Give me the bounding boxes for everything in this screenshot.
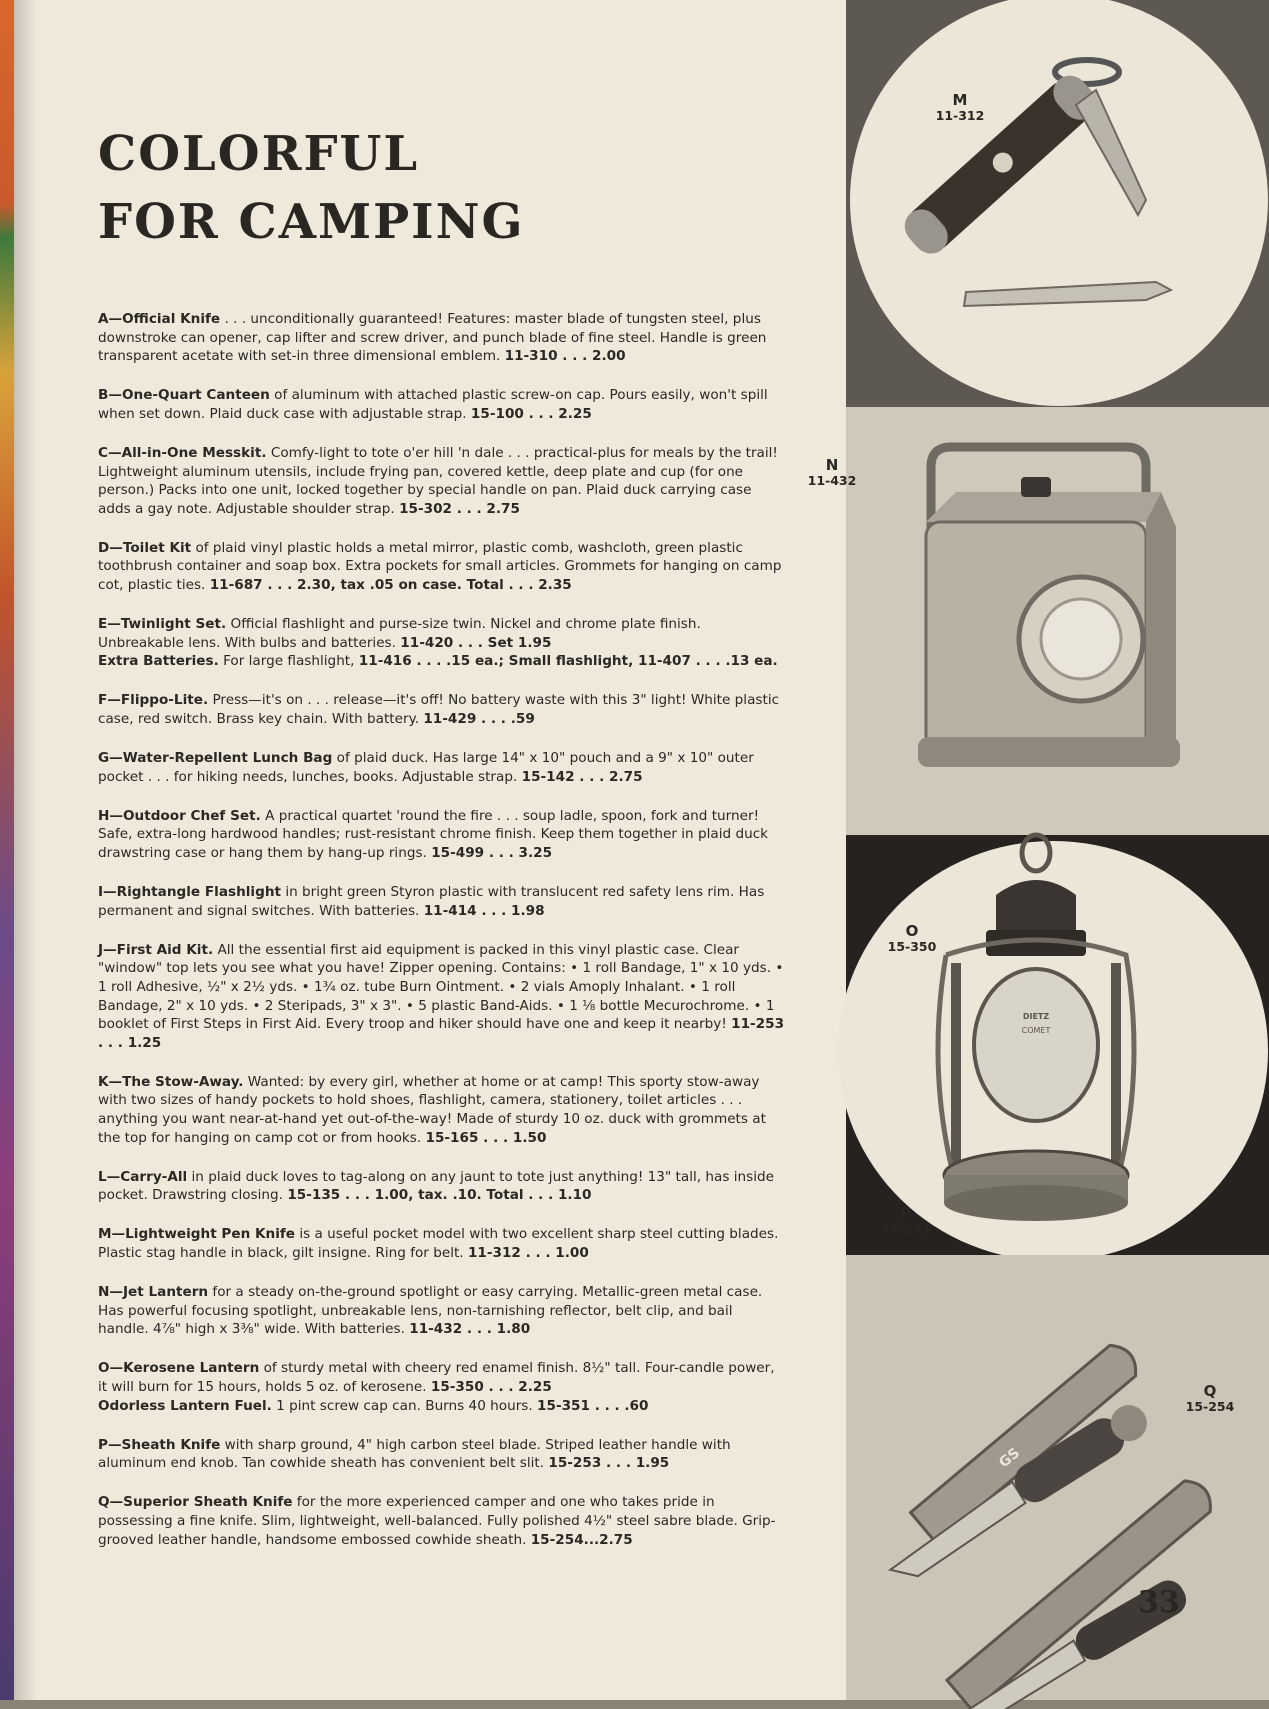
kerosene-lantern-illustration	[846, 835, 1269, 1255]
item-body: in bright green Styron plastic with translucent red safety lens rim. Has permanent and signal switches. With batteries.	[98, 884, 765, 919]
item-body: All the essential first aid equipment is packed in this vinyl plastic case. Clear "window" top lets you see what you have! Zipper opening. Contains: • 1 roll Bandage, 1" x 10 yds. • 1 roll Adhesive, ½" x 2½ yds. • 1¾ oz. tube Burn Ointment. • 2 vials Amoply Inhalant. • 1 roll Bandage, 2" x 10 yds. • 2 Steripads, 3" x 3". • 5 plastic Band-Aids. • 1 ⅛ bottle Mecurochrome. • 1 booklet of First Steps in First Aid. Every troop and hiker should have one and keep it nearby!	[98, 941, 784, 1033]
label-letter: Q	[1203, 1382, 1217, 1400]
item-m	[98, 1225, 786, 1262]
item-price: 11-414 . . . 1.98	[423, 902, 545, 919]
item-name: H—Outdoor Chef Set.	[98, 807, 261, 824]
title-line-2: FOR CAMPING	[98, 194, 525, 250]
item-price: 15-100 . . . 2.25	[470, 405, 592, 422]
item-h	[98, 807, 786, 863]
item-p	[98, 1436, 786, 1473]
page-title	[98, 120, 798, 256]
item-body: of plaid duck. Has large 14" x 10" pouch and a 9" x 10" outer pocket . . . for hiking needs, lunches, books. Adjustable strap.	[98, 750, 754, 785]
label-letter: O	[905, 922, 919, 940]
lantern-cap	[996, 880, 1076, 935]
lantern-ring	[1022, 835, 1050, 871]
switch-icon	[1021, 477, 1051, 497]
item-body: Comfy-light to tote o'er hill 'n dale . . . practical-plus for meals by the trail! Lightweight aluminum utensils, include frying pan, covered kettle, deep plate and cup (for one person.) Packs into one unit, locked together by special handle on pan. Plaid duck carrying case adds a gay note. Adjustable shoulder strap.	[98, 444, 778, 517]
item-e	[98, 615, 786, 671]
photo-panel-n	[807, 407, 1269, 835]
item-d	[98, 539, 786, 595]
item-body: in plaid duck loves to tag-along on any jaunt to tote just anything! 13" tall, has inside pocket. Drawstring closing.	[98, 1168, 774, 1204]
item-name: L—Carry-All	[98, 1168, 188, 1185]
item-extra-name: Extra Batteries.	[98, 653, 219, 670]
photo-panel-o	[846, 835, 1269, 1255]
photo-column	[807, 0, 1269, 1700]
item-price: 15-165 . . . 1.50	[425, 1129, 547, 1146]
item-name: M—Lightweight Pen Knife	[98, 1226, 296, 1243]
label-code: 15-350	[887, 939, 937, 954]
item-body: with sharp ground, 4" high carbon steel blade. Striped leather handle with aluminum end knob. Tan cowhide sheath has convenient belt slit.	[98, 1436, 731, 1472]
label-code: 11-432	[807, 473, 857, 488]
item-body: for a steady on-the-ground spotlight or easy carrying. Metallic-green metal case. Has powerful focusing spotlight, unbreakable lens, non-tarnishing reflector, belt clip, and bail handle. 4⅞" high x 3⅜" wide. With batteries.	[98, 1284, 763, 1338]
item-price: 11-420 . . . Set 1.95	[400, 634, 552, 651]
sheath-knives-illustration	[846, 1255, 1269, 1700]
lantern-base	[944, 1185, 1128, 1221]
item-name: J—First Aid Kit.	[98, 941, 214, 958]
item-c	[98, 444, 786, 518]
item-name: B—One-Quart Canteen	[98, 387, 270, 404]
item-price: 11-312 . . . 1.00	[467, 1244, 589, 1261]
master-blade	[964, 282, 1171, 306]
item-name: F—Flippo-Lite.	[98, 692, 209, 709]
photo-label-p	[876, 1205, 936, 1237]
item-body: of sturdy metal with cheery red enamel finish. 8½" tall. Four-candle power, it will burn for 15 hours, holds 5 oz. of kerosene.	[98, 1360, 775, 1395]
item-body: Press—it's on . . . release—it's off! No battery waste with this 3" light! White plastic case, red switch. Brass key chain. With battery.	[98, 692, 780, 727]
item-price: 15-499 . . . 3.25	[431, 844, 553, 861]
item-price: 15-253 . . . 1.95	[548, 1455, 670, 1472]
item-body: Wanted: by every girl, whether at home or at camp! This sporty stow-away with two sizes of handy pockets to hold shoes, flashlight, camera, stationery, toilet articles . . . anything you want near-at-hand yet out-of-the-way! Made of sturdy 10 oz. duck with grommets at the top for hanging on camp cot or from hooks.	[98, 1073, 766, 1146]
item-name: D—Toilet Kit	[98, 539, 192, 556]
item-a	[98, 310, 786, 366]
item-body: of plaid vinyl plastic holds a metal mirror, plastic comb, washcloth, green plastic toothbrush container and soap box. Extra pockets for small articles. Grommets for hanging on camp cot, plastic ties.	[98, 539, 782, 594]
item-name: K—The Stow-Away.	[98, 1073, 244, 1090]
item-name: A—Official Knife	[98, 311, 221, 327]
item-name: I—Rightangle Flashlight	[98, 884, 281, 901]
item-price: 11-687 . . . 2.30, tax .05 on case. Total . . . 2.35	[209, 577, 572, 594]
item-extra-body: For large flashlight,	[218, 653, 359, 670]
lantern-side	[1146, 492, 1176, 762]
lantern-brand: DIETZ	[1022, 1012, 1050, 1021]
label-code: 15-253	[881, 1221, 931, 1236]
item-extra-price: 15-351 . . . .60	[537, 1397, 649, 1414]
item-price: 15-254...2.75	[530, 1531, 633, 1548]
item-price: 15-302 . . . 2.75	[399, 500, 520, 517]
lantern-base	[918, 737, 1180, 767]
product-descriptions	[98, 310, 786, 1570]
item-o	[98, 1359, 786, 1415]
item-body: . . . unconditionally guaranteed! Features: master blade of tungsten steel, plus downstroke can opener, cap lifter and screw driver, and punch blade of fine steel. Handle is green transparent acetate with set-in three dimensional emblem.	[98, 311, 767, 365]
item-l	[98, 1168, 786, 1205]
item-b	[98, 386, 786, 423]
photo-label-m	[930, 92, 990, 124]
sheath-emblem-p: GS	[996, 1445, 1023, 1472]
page-number: 33	[1138, 1585, 1180, 1620]
item-price: 11-432 . . . 1.80	[409, 1321, 531, 1338]
item-body: for the more experienced camper and one who takes pride in possessing a fine knife. Slim, lightweight, well-balanced. Fully polished 4½" steel sabre blade. Grip-grooved leather handle, handsome embossed cowhide sheath.	[98, 1494, 776, 1548]
label-letter: N	[825, 456, 839, 474]
item-name: N—Jet Lantern	[98, 1284, 209, 1301]
item-price: 15-350 . . . 2.25	[430, 1378, 552, 1395]
item-extra-name: Odorless Lantern Fuel.	[98, 1397, 272, 1414]
jet-lantern-illustration	[846, 407, 1269, 835]
item-j	[98, 941, 786, 1053]
item-g	[98, 749, 786, 786]
item-price: 11-429 . . . .59	[423, 711, 535, 727]
label-code: 15-254	[1185, 1399, 1235, 1414]
item-q	[98, 1493, 786, 1549]
spotlight-reflector	[1041, 599, 1121, 679]
item-price: 11-310 . . . 2.00	[504, 348, 626, 365]
item-price: 15-135 . . . 1.00, tax. .10. Total . . . 1.10	[287, 1187, 592, 1204]
item-body: of aluminum with attached plastic screw-on cap. Pours easily, won't spill when set down. Plaid duck case with adjustable strap.	[98, 387, 768, 422]
photo-label-o	[882, 923, 942, 955]
photo-label-q	[1180, 1383, 1240, 1415]
item-k	[98, 1073, 786, 1147]
item-n	[98, 1283, 786, 1339]
label-code: 11-312	[935, 108, 985, 123]
item-name: C—All-in-One Messkit.	[98, 444, 267, 461]
lantern-model: COMET	[1021, 1026, 1051, 1035]
photo-panel-m	[846, 0, 1269, 407]
title-line-1: COLORFUL	[98, 126, 420, 182]
item-name: Q—Superior Sheath Knife	[98, 1494, 293, 1511]
item-price: 15-142 . . . 2.75	[521, 768, 643, 785]
item-price: 11-253 . . . 1.25	[98, 1016, 785, 1051]
item-extra-price: 11-416 . . . .15 ea.; Small flashlight, 11-407 . . . .13 ea.	[358, 653, 778, 670]
item-name: P—Sheath Knife	[98, 1436, 221, 1453]
label-letter: P	[900, 1204, 912, 1222]
small-blade	[1076, 90, 1146, 215]
lantern-globe	[974, 969, 1098, 1121]
pen-knife-illustration	[846, 0, 1269, 407]
label-letter: M	[952, 91, 968, 109]
item-body: is a useful pocket model with two excellent sharp steel cutting blades. Plastic stag handle in black, gilt insigne. Ring for belt.	[98, 1226, 779, 1261]
photo-panel-pq	[846, 1204, 1269, 1700]
item-body: Official flashlight and purse-size twin. Nickel and chrome plate finish. Unbreakable lens. With bulbs and batteries.	[98, 616, 701, 651]
adjacent-page-edge	[0, 0, 14, 1700]
item-body: A practical quartet 'round the fire . . . soup ladle, spoon, fork and turner! Safe, extra-long hardwood handles; rust-resistant chrome finish. Keep them together in plaid duck drawstring case or hang them by hang-up rings.	[98, 807, 769, 861]
item-name: E—Twinlight Set.	[98, 616, 227, 633]
item-extra-body: 1 pint screw cap can. Burns 40 hours.	[271, 1397, 538, 1414]
item-name: O—Kerosene Lantern	[98, 1360, 260, 1377]
gutter-shadow	[14, 0, 36, 1700]
item-name: G—Water-Repellent Lunch Bag	[98, 750, 333, 767]
photo-label-n	[802, 457, 862, 489]
item-i	[98, 883, 786, 920]
item-f	[98, 691, 786, 728]
